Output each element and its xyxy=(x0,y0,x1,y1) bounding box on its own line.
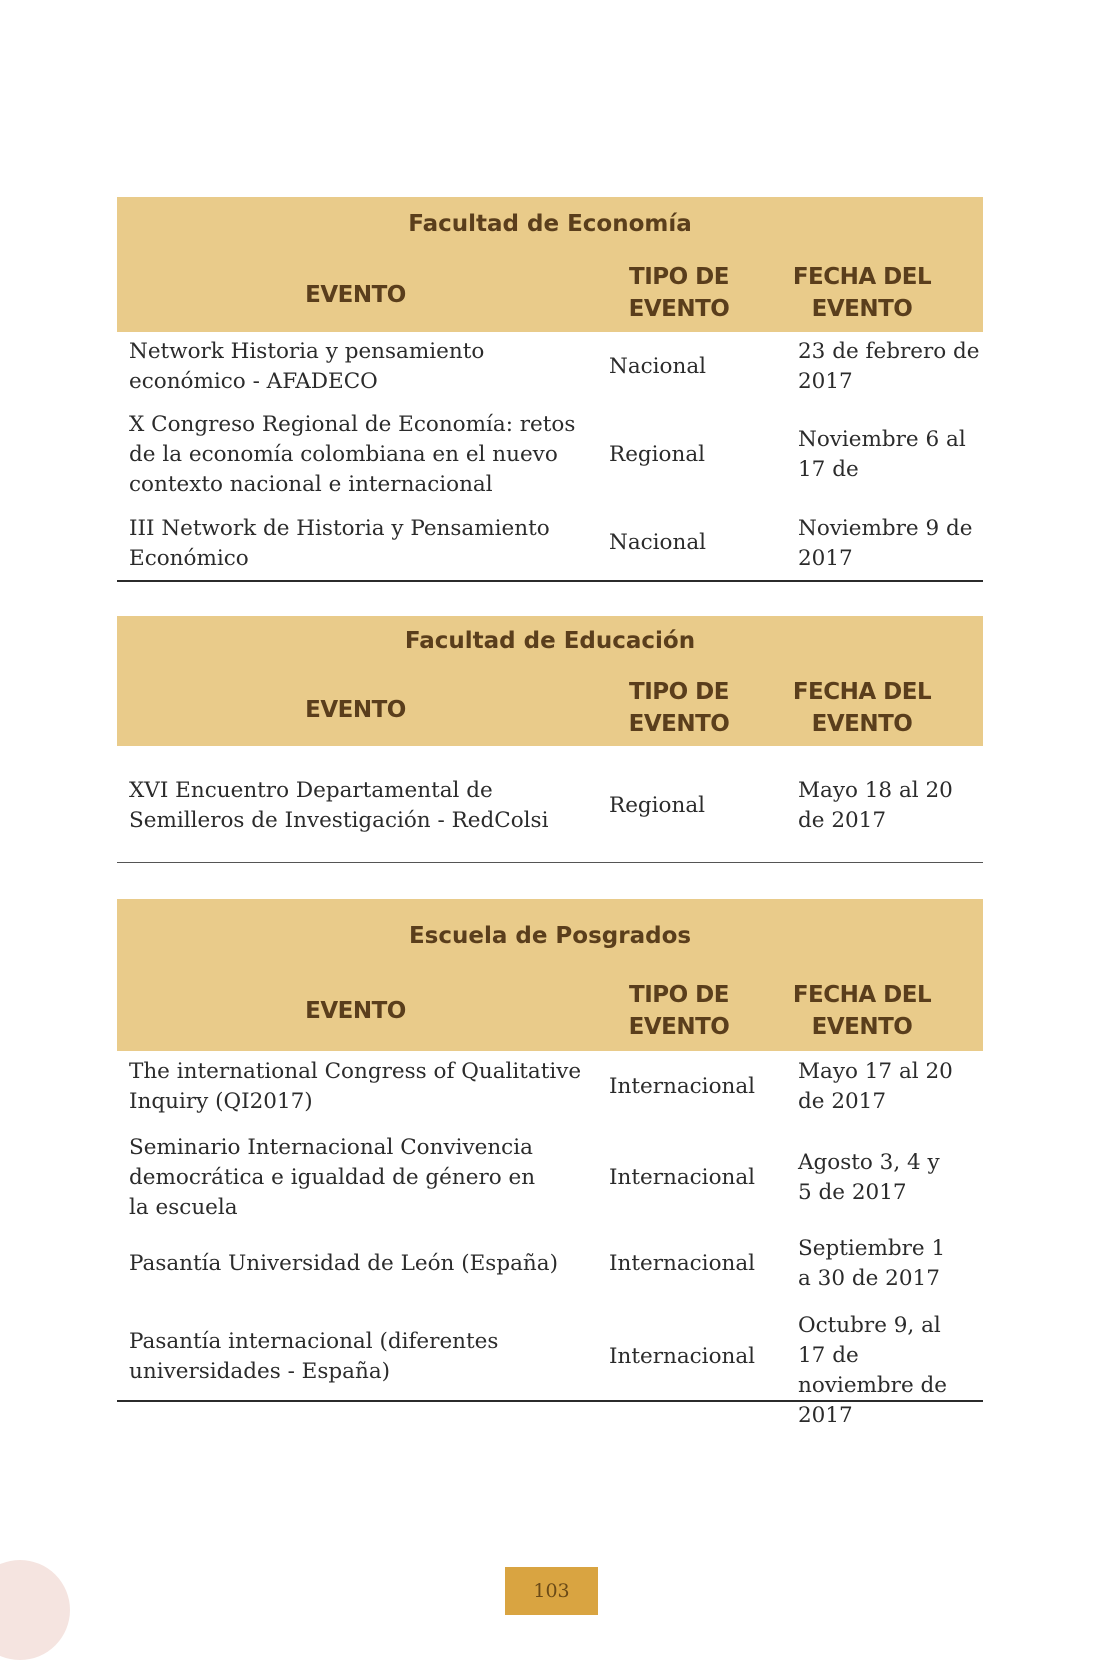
table-row xyxy=(117,402,983,508)
table-facultad-economia xyxy=(117,197,983,580)
table-row xyxy=(117,1306,983,1428)
table-facultad-educacion xyxy=(117,616,983,860)
cell-fecha: Mayo 18 al 20 de 2017 xyxy=(798,778,953,833)
table-row xyxy=(117,508,983,580)
table-row xyxy=(117,1229,983,1306)
corner-decoration xyxy=(0,1560,70,1660)
table-row xyxy=(117,746,983,860)
cell-fecha: Septiembre 1 a 30 de 2017 xyxy=(798,1236,946,1291)
table-title: Facultad de Economía xyxy=(408,211,692,237)
cell-fecha: Agosto 3, 4 y 5 de 2017 xyxy=(798,1150,940,1205)
header-evento: EVENTO xyxy=(305,697,406,723)
table-bottom-rule xyxy=(117,580,983,582)
table-header xyxy=(117,197,983,332)
cell-fecha: Mayo 17 al 20 de 2017 xyxy=(798,1059,953,1114)
table-title: Escuela de Posgrados xyxy=(408,923,692,949)
cell-tipo: Internacional xyxy=(609,1251,756,1276)
table-header xyxy=(117,899,983,1051)
table-row xyxy=(117,332,983,402)
cell-tipo: Nacional xyxy=(609,354,707,379)
cell-tipo: Regional xyxy=(609,793,706,818)
cell-evento: XVI Encuentro Departamental de Semilleros de Investigación - RedColsi xyxy=(129,778,549,833)
page-number: 103 xyxy=(505,1567,598,1615)
header-evento: EVENTO xyxy=(305,282,406,308)
header-tipo: TIPO DE EVENTO xyxy=(628,982,730,1040)
header-fecha: FECHA DEL EVENTO xyxy=(792,264,932,322)
cell-fecha: Noviembre 6 al 17 de xyxy=(798,427,966,482)
table-row xyxy=(117,1051,983,1129)
cell-fecha: Octubre 9, al 17 de noviembre de 2017 xyxy=(798,1313,948,1428)
cell-tipo: Internacional xyxy=(609,1165,756,1190)
cell-evento: The international Congress of Qualitative Inquiry (QI2017) xyxy=(129,1059,582,1114)
cell-tipo: Nacional xyxy=(609,530,707,555)
cell-evento: III Network de Historia y Pensamiento Económico xyxy=(129,516,550,571)
cell-tipo: Internacional xyxy=(609,1344,756,1369)
table-row xyxy=(117,1129,983,1229)
table-bottom-rule xyxy=(117,1400,983,1402)
cell-tipo: Internacional xyxy=(609,1074,756,1099)
cell-evento: X Congreso Regional de Economía: retos de la economía colombiana en el nuevo contexto nacional e internacional xyxy=(129,412,576,497)
cell-evento: Pasantía internacional (diferentes universidades - España) xyxy=(129,1329,499,1384)
cell-evento: Pasantía Universidad de León (España) xyxy=(129,1251,558,1276)
header-fecha: FECHA DEL EVENTO xyxy=(792,679,932,737)
header-tipo: TIPO DE EVENTO xyxy=(628,264,730,322)
header-fecha: FECHA DEL EVENTO xyxy=(792,982,932,1040)
table-escuela-posgrados xyxy=(117,899,983,1428)
cell-fecha: Noviembre 9 de 2017 xyxy=(798,516,973,571)
header-evento: EVENTO xyxy=(305,998,406,1024)
table-bottom-rule xyxy=(117,862,983,863)
table-title: Facultad de Educación xyxy=(404,628,696,654)
cell-fecha: 23 de febrero de 2017 xyxy=(798,339,980,394)
cell-tipo: Regional xyxy=(609,442,706,467)
table-header xyxy=(117,616,983,746)
cell-evento: Network Historia y pensamiento económico - AFADECO xyxy=(129,339,485,394)
header-tipo: TIPO DE EVENTO xyxy=(628,679,730,737)
cell-evento: Seminario Internacional Convivencia democrática e igualdad de género en la escuela xyxy=(129,1135,536,1220)
